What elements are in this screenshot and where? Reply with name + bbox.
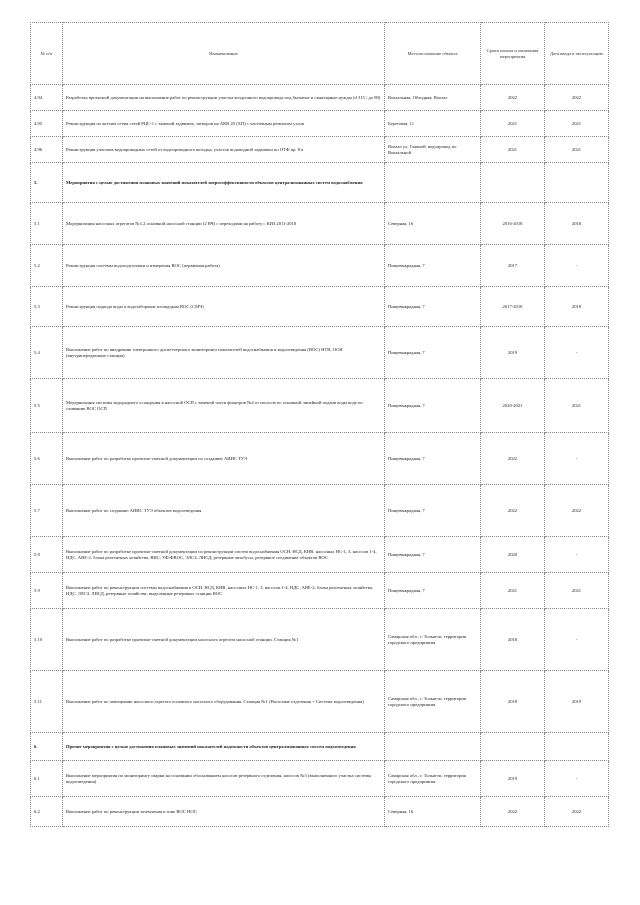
row-date [545, 733, 609, 761]
row-date [545, 163, 609, 203]
row-date: 2022 [545, 485, 609, 537]
row-period: 2019 [481, 761, 545, 797]
row-place: Самарская обл., г. Тольятти, территория городского предприятия [385, 609, 481, 671]
row-num: 6.2 [31, 797, 63, 827]
table-row [31, 111, 609, 137]
row-num: 6. [31, 733, 63, 761]
table-row [31, 537, 609, 573]
row-place: Пищевыкрадная, 7 [385, 379, 481, 433]
row-place: Пищевыкрадная, 7 [385, 485, 481, 537]
row-date: 2018 [545, 287, 609, 327]
row-name: Выполнение работ по реконструкции системы водоснабжения в ОСН, НСД, КНВ, насосных НС-1, 3, насосов 1-4, НДС, АВЕ-2, блока реагентных хозяйства, НДС, ЭЛСЗ, ЛНСД, резервные хозяйства, выделенные резервных станции ВОС [63, 573, 385, 609]
header-place: Местоположение объекта [385, 23, 481, 85]
row-place: Самарская обл., г. Тольятти, территория городского предприятия [385, 761, 481, 797]
section-row [31, 733, 609, 761]
row-name: Выполнение работ по разработке проектно-сметной документации по реконструкции систем водоснабжения ОСН, НСД, КНВ, насосных НС-1, 3, насосов 1-4, НДС, АВЕ-2, блока реагентных хозяйства, ВНС, УФ/ФВОС, ЭЛСЗ, ЛНСД, резервные автобусы, резервное соединение объектов ВОС [63, 537, 385, 573]
row-num: 4.95 [31, 111, 63, 137]
row-num: 5.10 [31, 609, 63, 671]
table-row [31, 485, 609, 537]
row-name: Модернизация системы водородного осаждения в насосной ОСП с заменой части фильтров №4 от насосов по основной линейной подачи воды воде по сливанию ВОС ОСП [63, 379, 385, 433]
row-period: 2022 [481, 485, 545, 537]
row-num: 6.1 [31, 761, 63, 797]
row-place: Вокзальная, Обходная, Вокзал [385, 85, 481, 111]
row-date: - [545, 433, 609, 485]
row-place: Северная, 16 [385, 797, 481, 827]
row-date: 2022 [545, 797, 609, 827]
row-place: Пищевыкрадная, 7 [385, 287, 481, 327]
row-period: 2021 [481, 573, 545, 609]
table-row [31, 609, 609, 671]
header-period: Сроки начала и окончания мероприятия [481, 23, 545, 85]
row-period: 2017 [481, 245, 545, 287]
row-date: - [545, 537, 609, 573]
header-date: Дата ввода в эксплуатацию [545, 23, 609, 85]
row-place: Северная, 16 [385, 203, 481, 245]
row-num: 5. [31, 163, 63, 203]
row-num: 5.11 [31, 671, 63, 733]
row-period [481, 733, 545, 761]
row-num: 5.1 [31, 203, 63, 245]
row-name: Реконструкция участков водопроводных сетей от водопроводного колодца, участок водоводной задвижки по ОТФ пр. 8 в [63, 137, 385, 163]
row-date: 2022 [545, 85, 609, 111]
table-row [31, 761, 609, 797]
row-date: 2021 [545, 573, 609, 609]
row-period [481, 163, 545, 203]
row-num: 5.2 [31, 245, 63, 287]
row-name: Разработка проектной документации на выполнение работ по реконструкции участка воздушного водопровода под бытовые и санитарные нужды (d 315 / до 80) [63, 85, 385, 111]
table-row [31, 671, 609, 733]
row-place: Пищевыкрадная, 7 [385, 327, 481, 379]
table-row [31, 137, 609, 163]
row-period: 2022 [481, 85, 545, 111]
row-num: 5.6 [31, 433, 63, 485]
table-row [31, 327, 609, 379]
row-period: 2018 [481, 609, 545, 671]
row-place: Береговая, 11 [385, 111, 481, 137]
row-period: 2022 [481, 797, 545, 827]
row-place: Пищевыкрадная, 7 [385, 573, 481, 609]
row-num: 5.7 [31, 485, 63, 537]
row-date: - [545, 609, 609, 671]
row-num: 5.4 [31, 327, 63, 379]
row-place [385, 733, 481, 761]
section-row [31, 163, 609, 203]
header-num: № п/п [31, 23, 63, 85]
row-period: 2017-2018 [481, 287, 545, 327]
row-name: Реконструкция системы водоподготовки и измерения ВОС (первичная работа) [63, 245, 385, 287]
table-row [31, 573, 609, 609]
row-date: 2021 [545, 111, 609, 137]
row-name: Реконструкция подвода воды к водозаборным площадкам ВОС (СМЧ) [63, 287, 385, 327]
row-name: Выполнение работ по замещению насосного агрегата основного насосного оборудования. Станция №1 (Насосные отделения + Система водоотведения) [63, 671, 385, 733]
table-row [31, 379, 609, 433]
row-date: 2018 [545, 203, 609, 245]
measures-table [30, 22, 609, 827]
row-date: - [545, 761, 609, 797]
row-date: 2019 [545, 671, 609, 733]
row-date: 2021 [545, 137, 609, 163]
table-row [31, 287, 609, 327]
row-place: Пищевыкрадная, 7 [385, 433, 481, 485]
row-date: - [545, 245, 609, 287]
row-place: Пищевыкрадная, 7 [385, 245, 481, 287]
table-header-row [31, 23, 609, 85]
document-sheet [30, 22, 608, 827]
row-num: 5.8 [31, 537, 63, 573]
row-place: Вокзал ул. Главной, водопровод по Вокзальной [385, 137, 481, 163]
row-period: 2021 [481, 137, 545, 163]
row-date: 2021 [545, 379, 609, 433]
row-period: 2020-2021 [481, 379, 545, 433]
row-name: Прочие мероприятия с целью достижения плановых значений показателей надежности объектов централизованных систем водоотведения [63, 733, 385, 761]
row-num: 5.3 [31, 287, 63, 327]
row-name: Выполнение работ по внедрению электронного диспетчерского мониторинга показателей водоснабжения и водоотведения (ВОС) НТН, ОСН (внутрипередающие станции) [63, 327, 385, 379]
row-name: Выполнение мероприятия по мониторингу сварки на основании обоснованием насосов резервного отделения, насосов №3 (выполненного участка системы водоотведения) [63, 761, 385, 797]
table-row [31, 203, 609, 245]
row-name: Выполнение работ по разработке проектно-сметной документации насосного агрегата насосной станции. Станция №1 [63, 609, 385, 671]
table-row [31, 85, 609, 111]
row-period: 2020 [481, 537, 545, 573]
row-name: Мероприятия с целью достижения плановых значений показателей энергоэффективности объектов централизованных систем водоснабжения [63, 163, 385, 203]
row-period: 2016-2018 [481, 203, 545, 245]
table-body [31, 85, 609, 827]
row-name: Модернизация насосных агрегатов №1,2 основной насосной станции (2 ВЧ) с переходами на работу с КИЗ 2011-2018 [63, 203, 385, 245]
row-place: Самарская обл., г. Тольятти, территория городского предприятия [385, 671, 481, 733]
row-date: - [545, 327, 609, 379]
row-place: Пищевыкрадная, 7 [385, 537, 481, 573]
table-row [31, 433, 609, 485]
row-name: Выполнение работ по реконструкции заземления в зоне ВОС НОС [63, 797, 385, 827]
row-num: 5.5 [31, 379, 63, 433]
table-row [31, 245, 609, 287]
row-period: 2022 [481, 433, 545, 485]
row-period: 2019 [481, 327, 545, 379]
row-place [385, 163, 481, 203]
row-name: Выполнение работ по разработке проектно-сметной документации по созданию АИИС ТУЭ [63, 433, 385, 485]
row-num: 4.94 [31, 85, 63, 111]
row-name: Реконструкция по ветхим сетям сетей РЦС-1 с заменой задвижек, затворов на АКВ 20 (ХП) с частичным ремонтом узлов [63, 111, 385, 137]
row-period: 2021 [481, 111, 545, 137]
table-row [31, 797, 609, 827]
row-period: 2018 [481, 671, 545, 733]
row-num: 5.9 [31, 573, 63, 609]
header-name: Наименование [63, 23, 385, 85]
row-num: 4.96 [31, 137, 63, 163]
row-name: Выполнение работ по созданию АИИС ТУЭ объектов водоотведения [63, 485, 385, 537]
